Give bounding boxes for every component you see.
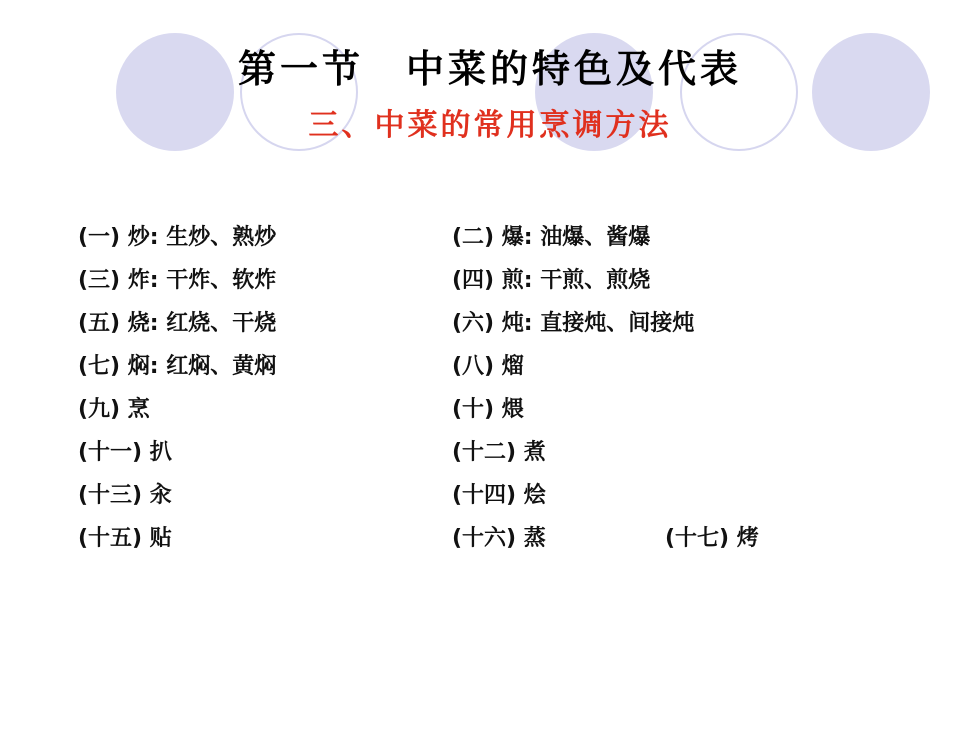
method-item: (十七) 烤 [665, 526, 759, 551]
method-item: (二) 爆: 油爆、酱爆 [452, 225, 651, 250]
method-item: (五) 烧: 红烧、干烧 [78, 311, 277, 336]
method-item: (十) 煨 [452, 397, 524, 422]
method-item: (十三) 汆 [78, 483, 172, 508]
method-item: (十四) 烩 [452, 483, 546, 508]
method-item: (十六) 蒸 [452, 526, 546, 551]
method-item: (六) 炖: 直接炖、间接炖 [452, 311, 695, 336]
method-item: (八) 熘 [452, 354, 524, 379]
method-item: (三) 炸: 干炸、软炸 [78, 268, 277, 293]
method-item: (七) 焖: 红焖、黄焖 [78, 354, 277, 379]
method-item: (十一) 扒 [78, 440, 172, 465]
method-item: (四) 煎: 干煎、煎烧 [452, 268, 651, 293]
slide-title: 第一节 中菜的特色及代表 [237, 46, 742, 91]
method-item: (十五) 贴 [78, 526, 172, 551]
method-item: (一) 炒: 生炒、熟炒 [78, 225, 277, 250]
slide-subtitle: 三、中菜的常用烹调方法 [308, 108, 672, 143]
method-item: (九) 烹 [78, 397, 150, 422]
method-item: (十二) 煮 [452, 440, 546, 465]
